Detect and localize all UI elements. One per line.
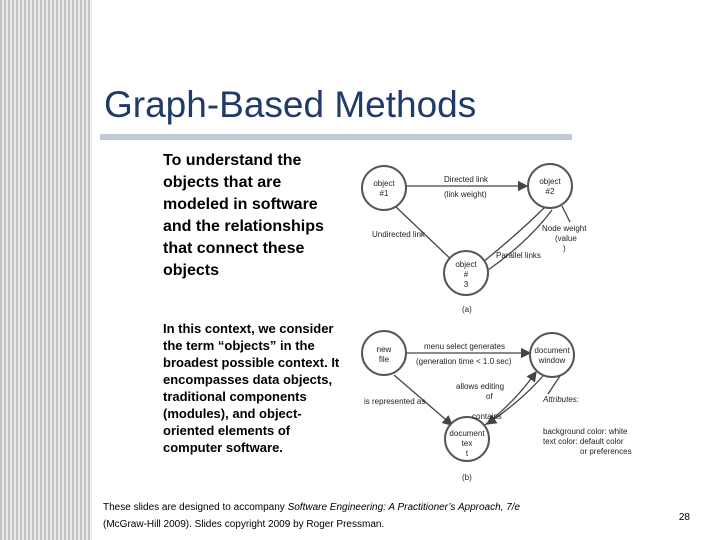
node1-label-2: #1: [379, 189, 389, 198]
node-object-1: [362, 166, 406, 210]
attribute-background: background color: white: [543, 427, 628, 436]
document-window-label-2: window: [538, 356, 566, 365]
directed-link-label: Directed link: [444, 175, 489, 184]
allows-editing-of-label: of: [486, 392, 493, 401]
footer-line-2: (McGraw-Hill 2009). Slides copyright 2009 by Roger Pressman.: [103, 519, 385, 530]
attribute-text-color: text color: default color: [543, 437, 624, 446]
node3-label: object: [455, 260, 477, 269]
slide-title: Graph-Based Methods: [104, 84, 477, 125]
node3-label-3: 3: [463, 280, 469, 289]
footer-note: [103, 499, 623, 533]
document-window-label: document: [534, 346, 570, 355]
document-text-label: document: [449, 429, 485, 438]
intro-paragraph: To understand the objects that are modeled in software and the relationships that connect these objects: [163, 152, 324, 279]
contains-edge: [478, 372, 536, 430]
node2-label: object: [539, 177, 561, 186]
attributes-title: Attributes:: [543, 395, 580, 404]
document-text-label-3: t: [465, 449, 469, 458]
node1-label: object: [373, 179, 395, 188]
page-number: 28: [678, 512, 690, 523]
document-text-label-2: tex: [461, 439, 473, 448]
new-file-label: new: [376, 345, 392, 354]
node-weight-pointer: [562, 206, 570, 222]
diagram-b-caption: (b): [462, 473, 472, 482]
parallel-link-edge-2: [488, 210, 552, 270]
diagram-a: [362, 164, 587, 314]
diagram-a-caption: (a): [462, 305, 472, 314]
contains-label: contains: [472, 412, 502, 421]
footer-prefix: These slides are designed to accompany: [103, 502, 288, 513]
link-weight-label: (link weight): [444, 190, 487, 199]
allows-editing-label: allows editing: [456, 382, 505, 391]
node-document-window: [530, 333, 574, 377]
generation-time-label: (generation time < 1.0 sec): [416, 357, 512, 366]
parallel-links-label: Parallel links: [496, 251, 541, 260]
menu-select-label: menu select generates: [424, 342, 505, 351]
node-weight-close: ): [563, 244, 566, 253]
footer-book-title: Software Engineering: A Practitioner’s Approach, 7/e: [287, 502, 521, 513]
attribute-preferences: or preferences: [580, 447, 632, 456]
context-paragraph: In this context, we consider the term “objects” in the broadest possible context. It encompasses data objects, traditional components (modules), and object-oriented elements of computer software.: [163, 321, 340, 455]
node2-label-2: #2: [545, 187, 555, 196]
new-file-label-2: file: [378, 355, 390, 364]
footer-line-1: [103, 499, 623, 516]
undirected-link-label: Undirected link: [372, 230, 425, 239]
node-weight-label: Node weight: [542, 224, 587, 233]
node-weight-value: (value: [555, 234, 577, 243]
is-represented-as-label: is represented as: [364, 397, 426, 406]
node3-label-2: #: [463, 270, 469, 279]
attributes-pointer: [548, 376, 560, 394]
node-object-2: [528, 164, 572, 208]
diagram-b: [362, 331, 632, 482]
